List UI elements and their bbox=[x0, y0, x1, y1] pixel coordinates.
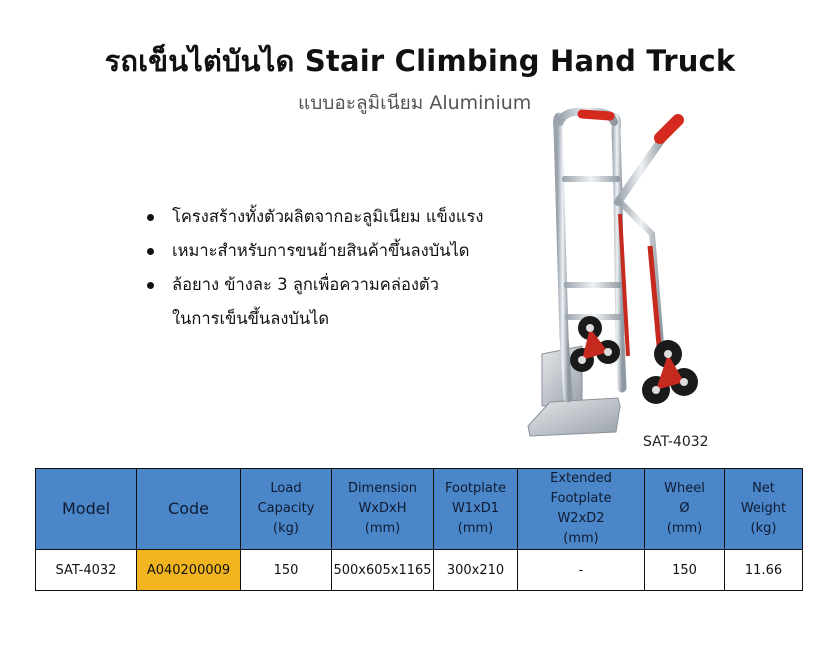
feature-text-continuation: ในการเข็นขึ้นลงบันได bbox=[172, 309, 330, 328]
column-header-model: Model bbox=[36, 469, 137, 550]
feature-item bbox=[145, 268, 483, 336]
cell-dimension: 500x605x1165 bbox=[332, 550, 434, 591]
page-subtitle: แบบอะลูมิเนียม Aluminium bbox=[298, 92, 532, 114]
cell-model: SAT-4032 bbox=[36, 550, 137, 591]
cell-footplate: 300x210 bbox=[434, 550, 518, 591]
cell-extended-footplate: - bbox=[518, 550, 645, 591]
spec-table bbox=[35, 468, 803, 591]
column-header-code: Code bbox=[137, 469, 241, 550]
feature-text: โครงสร้างทั้งตัวผลิตจากอะลูมิเนียม แข็งแรง bbox=[172, 207, 484, 226]
column-header-footplate: Footplate W1xD1 (mm) bbox=[434, 469, 518, 550]
page-title: รถเข็นไต่บันได Stair Climbing Hand Truck bbox=[104, 44, 736, 78]
hand-truck-image bbox=[520, 106, 720, 438]
feature-item bbox=[145, 234, 483, 268]
column-header-net-weight: Net Weight (kg) bbox=[725, 469, 803, 550]
table-row bbox=[36, 550, 803, 591]
feature-list bbox=[145, 200, 483, 336]
product-caption: SAT-4032 bbox=[643, 434, 709, 450]
column-header-wheel: Wheel Ø (mm) bbox=[645, 469, 725, 550]
cell-load-capacity: 150 bbox=[241, 550, 332, 591]
column-header-dimension: Dimension WxDxH (mm) bbox=[332, 469, 434, 550]
bullet-icon bbox=[147, 214, 154, 221]
feature-text: ล้อยาง ข้างละ 3 ลูกเพื่อความคล่องตัว bbox=[172, 275, 439, 294]
bullet-icon bbox=[147, 248, 154, 255]
column-header-load-capacity: Load Capacity (kg) bbox=[241, 469, 332, 550]
table-header-row bbox=[36, 469, 803, 550]
cell-code: A040200009 bbox=[137, 550, 241, 591]
feature-item bbox=[145, 200, 483, 234]
bullet-icon bbox=[147, 282, 154, 289]
cell-wheel: 150 bbox=[645, 550, 725, 591]
column-header-extended-footplate: Extended Footplate W2xD2 (mm) bbox=[518, 469, 645, 550]
cell-net-weight: 11.66 bbox=[725, 550, 803, 591]
feature-text: เหมาะสำหรับการขนย้ายสินค้าขึ้นลงบันได bbox=[172, 241, 470, 260]
